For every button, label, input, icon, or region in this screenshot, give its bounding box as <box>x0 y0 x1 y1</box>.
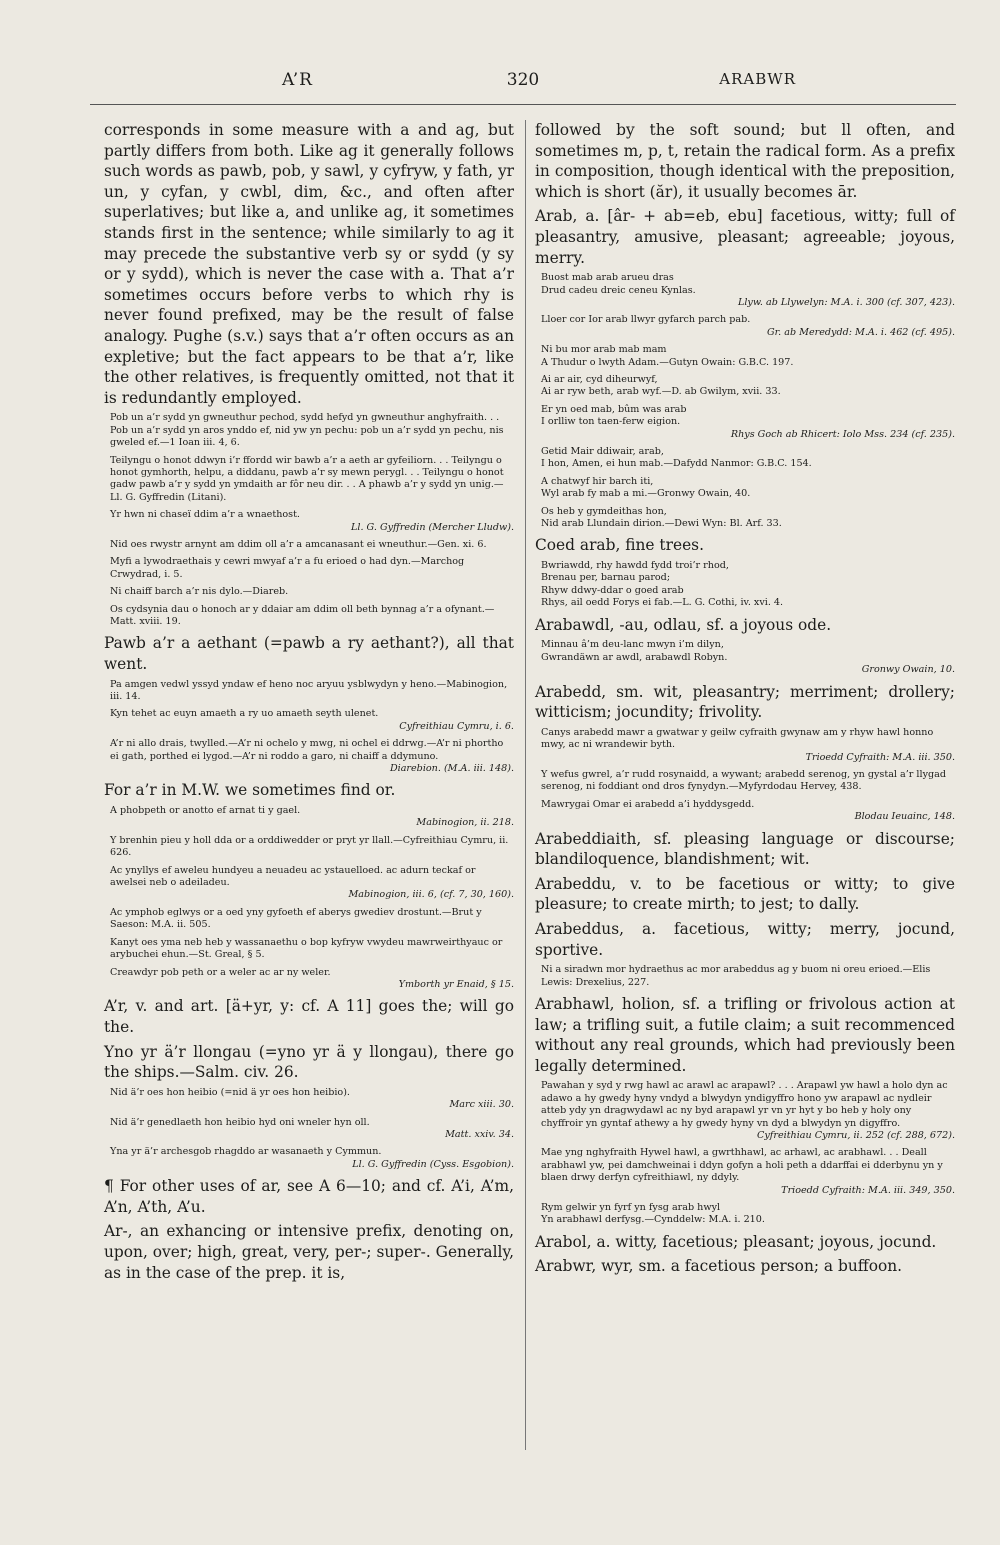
citation: Matt. xxiv. 34. <box>445 1128 514 1140</box>
entry-text: Ni chaiff barch a’r nis dylo.—Diareb. <box>110 586 289 598</box>
running-head <box>90 70 956 100</box>
quotation <box>535 476 955 501</box>
entry-text: Mae yng nghyfraith Hywel hawl, a gwrthhawl, ac arhawl, ac arabhawl. . . Deall arabhawl yw, pei damchweinai i ddyn gofyn a holi peth a ddarffai ei dderbynu yn y blaen drwy derfyn cyfreithiawl, ny ddyly. <box>541 1147 943 1184</box>
entry-text: corresponds in some measure with a and ag, but partly differs from both. Like ag it generally follows such words as pawb, pob, y sawl, y cyfryw, y fath, yr un, y cyfan, y cwbl, dim, &c., and often after superlatives; but like a, and unlike ag, it sometimes stands first in the sentence; while similarly to ag it may precede the substantive verb sy or sydd (y sy or y sydd), which is never the case with a. That a’r sometimes occurs before verbs to which rhy is never found prefixed, may be the result of false analogy. Pughe (s.v.) says that a’r often occurs as an expletive; but the fact appears to be that a’r, like the other relatives, is frequently omitted, not that it is redundantly employed. <box>104 121 514 407</box>
quotation <box>535 1147 955 1197</box>
entry-text: Pob un a’r sydd yn gwneuthur pechod, sydd hefyd yn gwneuthur anghyfraith. . . Pob un a’r sydd yn aros ynddo ef, nid yw yn pechu: pob un a’r sydd yn pechu, nis gweled ef.—1 Ioan iii. 4, 6. <box>110 412 504 449</box>
entry-text: Ai ar air, cyd diheurwyf, Ai ar ryw beth, arab wyf.—D. ab Gwilym, xvii. 33. <box>541 374 781 398</box>
entry-text: Arabol, a. witty, facetious; pleasant; joyous, jocund. <box>535 1232 937 1251</box>
entry-paragraph <box>535 1256 955 1277</box>
citation: Gronwy Owain, 10. <box>861 664 955 676</box>
entry-text: Mawrygai Omar ei arabedd a’i hyddysgedd. <box>541 798 755 810</box>
entry-text: Ac ynyllys ef aweleu hundyeu a neuadeu ac ystauelloed. ac adurn teckaf or awelsei neb o adeiladeu. <box>110 864 476 889</box>
quotation <box>535 560 955 610</box>
quotation <box>535 506 955 531</box>
quotation <box>104 1087 514 1112</box>
entry-text: Creawdyr pob peth or a weler ac ar ny weler. <box>110 966 331 978</box>
entry-text: A chatwyf hir barch iti, Wyl arab fy mab a mi.—Gronwy Owain, 40. <box>541 475 751 500</box>
header-rule <box>90 104 956 105</box>
quotation <box>104 967 514 992</box>
citation: Mabinogion, iii. 6, (cf. 7, 30, 160). <box>348 889 514 901</box>
entry-paragraph <box>104 1042 514 1083</box>
quotation <box>104 1146 514 1171</box>
entry-text: Myfi a lywodraethais y cewri mwyaf a’r a fu erioed o had dyn.—Marchog Crwydrad, i. 5. <box>110 556 465 580</box>
quotation <box>104 586 514 598</box>
entry-text: Yno yr ä’r llongau (=yno yr ä y llongau), there go the ships.—Salm. civ. 26. <box>104 1042 514 1082</box>
quotation <box>104 604 514 629</box>
quotation <box>104 539 514 551</box>
entry-text: Ar-, an exhancing or intensive prefix, denoting on, upon, over; high, great, very, per-; super-. Generally, as in the case of the prep. it is, <box>104 1222 514 1282</box>
citation: Ll. G. Gyffredin (Mercher Lludw). <box>351 521 514 533</box>
entry-text: Arabhawl, holion, sf. a trifling or frivolous action at law; a trifling suit, a futile claim; a suit recommenced without any real grounds, which had previously been legally determined. <box>535 994 955 1075</box>
quotation <box>104 738 514 775</box>
quotation <box>104 556 514 581</box>
running-head-left: A’R <box>282 70 313 90</box>
entry-text: Lloer cor Ior arab llwyr gyfarch parch pab. <box>541 314 751 326</box>
entry-paragraph <box>535 829 955 870</box>
quotation <box>104 865 514 902</box>
entry-text: Yna yr ä’r archesgob rhagddo ar wasanaeth y Cymmun. <box>110 1146 382 1158</box>
entry-text: Nid oes rwystr arnynt am ddim oll a’r a amcanasant ei wneuthur.—Gen. xi. 6. <box>110 538 487 550</box>
entry-paragraph <box>535 682 955 723</box>
entry-paragraph <box>535 1232 955 1253</box>
entry-text: Y wefus gwrel, a’r rudd rosynaidd, a wywant; arabedd serenog, yn gystal a’r llygad serenog, ni foddiant ond dros fynydyn.—Myfyrdodau Hervey, 438. <box>541 768 946 793</box>
citation: Diarebion. (M.A. iii. 148). <box>389 763 514 775</box>
quotation <box>104 509 514 534</box>
entry-paragraph <box>104 633 514 674</box>
citation: Ymborth yr Enaid, § 15. <box>398 978 514 990</box>
quotation <box>104 907 514 932</box>
quotation <box>535 446 955 471</box>
entry-text: Ni bu mor arab mab mam A Thudur o lwyth Adam.—Gutyn Owain: G.B.C. 197. <box>541 344 794 368</box>
left-column <box>104 120 514 1287</box>
running-head-right: ARABWR <box>719 70 796 88</box>
citation: Trioedd Cyfraith: M.A. iii. 350. <box>805 751 955 763</box>
entry-text: A’r, v. and art. [ä+yr, y: cf. A 11] goes the; will go the. <box>104 997 514 1036</box>
quotation <box>104 835 514 860</box>
entry-text: Nid ä’r oes hon heibio (=nid ä yr oes hon heibio). <box>110 1086 350 1098</box>
quotation <box>535 727 955 764</box>
entry-text: Arab, a. [âr- + ab=eb, ebu] facetious, witty; full of pleasantry, amusive, pleasant; agreeable; joyous, merry. <box>535 207 955 267</box>
entry-text: Minnau â’m deu-lanc mwyn i’m dilyn, Gwrandäwn ar awdl, arabawdl Robyn. <box>541 639 728 663</box>
entry-text: followed by the soft sound; but ll often, and sometimes m, p, t, retain the radical form. As a prefix in composition, though identical with the preposition, which is short (ăr), it usually becomes ār. <box>535 121 955 201</box>
entry-text: Er yn oed mab, bûm was arab I orlliw ton taen-ferw eigion. <box>541 403 687 428</box>
entry-text: Os cydsynia dau o honoch ar y ddaiar am ddim oll beth bynnag a’r a ofynant.—Matt. xviii. 19. <box>110 603 495 627</box>
quotation <box>535 1202 955 1227</box>
entry-paragraph <box>104 780 514 801</box>
entry-paragraph <box>104 1221 514 1283</box>
entry-paragraph <box>535 994 955 1076</box>
quotation <box>535 769 955 794</box>
citation: Blodau Ieuainc, 148. <box>854 811 955 823</box>
entry-paragraph <box>104 120 514 408</box>
quotation <box>535 404 955 441</box>
quotation <box>535 1080 955 1142</box>
citation: Cyfreithiau Cymru, ii. 252 (cf. 288, 672). <box>757 1129 955 1141</box>
entry-text: ¶ For other uses of ar, see A 6—10; and cf. A’i, A’m, A’n, A’th, A’u. <box>104 1177 514 1216</box>
citation: Rhys Goch ab Rhicert: Iolo Mss. 234 (cf. 235). <box>730 428 955 440</box>
entry-text: Canys arabedd mawr a gwatwar y geilw cyfraith gwynaw am y rhyw hawl honno mwy, ac ni wrandewir byth. <box>541 726 934 751</box>
entry-text: A’r ni allo drais, twylled.—A’r ni ochelo y mwg, ni ochel ei ddrwg.—A’r ni phortho ei gath, porthed ei lygod.—A’r ni roddo a garo, ni chaiff a ddymuno. <box>110 738 504 762</box>
entry-text: Getid Mair ddiwair, arab, I hon, Amen, ei hun mab.—Dafydd Nanmor: G.B.C. 154. <box>541 446 812 470</box>
entry-paragraph <box>535 120 955 202</box>
entry-text: Y brenhin pieu y holl dda or a orddiwedder or pryt yr llall.—Cyfreithiau Cymru, ii. 626. <box>110 834 509 859</box>
citation: Gr. ab Meredydd: M.A. i. 462 (cf. 495). <box>766 326 955 338</box>
page-number: 320 <box>506 70 540 90</box>
quotation <box>104 937 514 962</box>
entry-text: Arabawdl, -au, odlau, sf. a joyous ode. <box>535 615 832 634</box>
entry-paragraph <box>104 996 514 1037</box>
entry-paragraph <box>535 535 955 556</box>
quotation <box>535 272 955 309</box>
quotation <box>535 639 955 676</box>
column-divider <box>525 120 526 1450</box>
entry-text: Ni a siradwn mor hydraethus ac mor arabeddus ag y buom ni oreu erioed.—Elis Lewis: Drexelius, 227. <box>541 964 931 988</box>
citation: Llyw. ab Llywelyn: M.A. i. 300 (cf. 307, 423). <box>737 296 955 308</box>
citation: Marc xiii. 30. <box>449 1099 514 1111</box>
quotation <box>104 708 514 733</box>
entry-text: Teilyngu o honot ddwyn i’r ffordd wir bawb a’r a aeth ar gyfeiliorn. . . Teilyngu o honot gymhorth, helpu, a diddanu, pawb a’r sy mewn perygl. . . Teilyngu o honot gadw pawb a’r y sydd yn ymdaith ar fôr neu dir. . . A phawb a’r y sydd yn unig.—Ll. G. Gyffredin (Litani). <box>110 454 504 503</box>
entry-text: Rym gelwir yn fyrf yn fysg arab hwyl Yn arabhawl derfysg.—Cynddelw: M.A. i. 210. <box>541 1201 765 1226</box>
citation: Ll. G. Gyffredin (Cyss. Esgobion). <box>352 1158 514 1170</box>
quotation <box>535 344 955 369</box>
quotation <box>535 799 955 824</box>
citation: Mabinogion, ii. 218. <box>416 817 514 829</box>
right-column <box>535 120 955 1281</box>
entry-text: Bwriawdd, rhy hawdd fydd troi’r rhod, Brenau per, barnau parod; Rhyw ddwy-ddar o goed arab Rhys, ail oedd Forys ei fab.—L. G. Cothi, iv. xvi. 4. <box>541 560 784 609</box>
citation: Cyfreithiau Cymru, i. 6. <box>399 720 514 732</box>
quotation <box>104 412 514 449</box>
entry-text: Pawahan y syd y rwg hawl ac arawl ac arapawl? . . . Arapawl yw hawl a holo dyn ac adawo a hy gwedy hyny vndyd a blwydyn yndigyffro hono yw arapawl ac nydleir atteb ydy yn dragwydawl ac ny byd arapawl yr vn yr hyt y bo heb y holy ony chyffroir yn gyntaf athewy a hy gwedy hyny vn dyd a blwydyn yn digyffro. <box>541 1080 948 1129</box>
entry-paragraph <box>535 874 955 915</box>
quotation <box>104 679 514 704</box>
entry-paragraph <box>104 1176 514 1217</box>
citation: Trioedd Cyfraith: M.A. iii. 349, 350. <box>781 1184 955 1196</box>
entry-text: Arabeddu, v. to be facetious or witty; to give pleasure; to create mirth; to jest; to dally. <box>535 874 955 914</box>
entry-paragraph <box>535 615 955 636</box>
entry-text: Pawb a’r a aethant (=pawb a ry aethant?), all that went. <box>104 634 514 673</box>
quotation <box>104 1117 514 1142</box>
entry-text: Yr hwn ni chaseï ddim a’r a wnaethost. <box>110 509 300 521</box>
entry-text: Arabwr, wyr, sm. a facetious person; a buffoon. <box>535 1257 903 1276</box>
entry-text: A phobpeth or anotto ef arnat ti y gael. <box>110 805 301 817</box>
entry-text: Kyn tehet ac euyn amaeth a ry uo amaeth seyth ulenet. <box>110 708 379 720</box>
entry-text: Arabeddiaith, sf. pleasing language or discourse; blandiloquence, blandishment; wit. <box>535 829 955 869</box>
entry-text: Buost mab arab arueu dras Drud cadeu dreic ceneu Kynlas. <box>541 272 696 296</box>
entry-paragraph <box>535 919 955 960</box>
quotation <box>535 314 955 339</box>
entry-text: Ac ymphob eglwys or a oed yny gyfoeth ef aberys gwediev drostunt.—Brut y Saeson: M.A. ii. 505. <box>110 906 482 931</box>
entry-text: Pa amgen vedwl yssyd yndaw ef heno noc aryuu ysblwydyn y heno.—Mabinogion, iii. 14. <box>110 678 508 702</box>
quotation <box>104 455 514 505</box>
entry-text: Coed arab, fine trees. <box>535 536 704 555</box>
entry-text: Nid ä’r genedlaeth hon heibio hyd oni wneler hyn oll. <box>110 1116 370 1128</box>
entry-text: Arabedd, sm. wit, pleasantry; merriment; drollery; witticism; jocundity; frivolity. <box>535 682 955 722</box>
entry-text: For a’r in M.W. we sometimes find or. <box>104 781 396 800</box>
quotation <box>104 805 514 830</box>
entry-text: Kanyt oes yma neb heb y wassanaethu o bop kyfryw vwydeu mawrweirthyauc or arybuchei ehun.—St. Greal, § 5. <box>110 936 503 961</box>
quotation <box>535 374 955 399</box>
entry-text: Arabeddus, a. facetious, witty; merry, jocund, sportive. <box>535 919 955 959</box>
entry-text: Os heb y gymdeithas hon, Nid arab Llundain dirion.—Dewi Wyn: Bl. Arf. 33. <box>541 505 782 530</box>
entry-paragraph <box>535 206 955 268</box>
quotation <box>535 964 955 989</box>
